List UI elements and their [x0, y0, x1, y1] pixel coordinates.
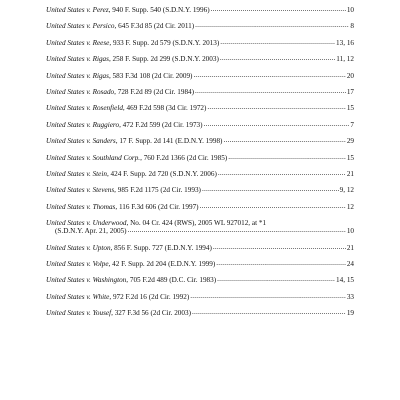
- dot-leader: [200, 202, 346, 210]
- authority-entry-rosenfield: [46, 104, 354, 112]
- authority-entry-rigas-2003: [46, 55, 354, 63]
- citation: [46, 260, 215, 268]
- reporter-citation: , 258 F. Supp. 2d 299 (S.D.N.Y. 2003): [108, 55, 219, 64]
- page-references: 9, 12: [339, 186, 354, 195]
- case-name: United States v. White: [46, 292, 110, 301]
- page-references: 13, 16: [336, 38, 354, 47]
- dot-leader: [195, 21, 349, 29]
- citation: [46, 22, 194, 30]
- dot-leader: [216, 259, 346, 267]
- authority-entry-perez: [46, 6, 354, 14]
- reporter-citation: , 583 F.3d 108 (2d Cir. 2009): [108, 71, 193, 80]
- reporter-citation: , 940 F. Supp. 540 (S.D.N.Y. 1996): [108, 6, 210, 14]
- case-name: United States v. Stevens: [46, 186, 115, 195]
- reporter-citation: , 17 F. Supp. 2d 141 (E.D.N.Y. 1998): [115, 137, 223, 146]
- authority-entry-stein: [46, 170, 354, 178]
- page-references: 12: [346, 202, 354, 211]
- dot-leader: [192, 308, 346, 316]
- dot-leader: [193, 71, 345, 79]
- reporter-citation: , 469 F.2d 598 (3d Cir. 1972): [122, 104, 207, 113]
- case-name: United States v. Reese: [46, 38, 110, 47]
- page-references: 21: [346, 169, 354, 178]
- case-name: United States v. Rigas: [46, 55, 109, 64]
- authority-entry-persico: [46, 22, 354, 30]
- case-name: United States v. Stein: [46, 169, 107, 178]
- reporter-citation: , No. 04 Cr. 424 (RWS), 2005 WL 927012, at *1: [126, 219, 267, 228]
- authority-entry-sanders: [46, 137, 354, 145]
- authorities-list: [46, 6, 354, 326]
- authority-entry-upton: [46, 244, 354, 252]
- page-references: 17: [346, 87, 354, 96]
- reporter-citation: , 728 F.2d 89 (2d Cir. 1984): [114, 87, 195, 96]
- case-name: United States v. Upton: [46, 243, 111, 252]
- authority-entry-reese: [46, 39, 354, 47]
- reporter-citation: , 972 F.2d 16 (2d Cir. 1992): [109, 292, 190, 301]
- citation: [46, 154, 227, 162]
- authority-entry-ruggiero: [46, 121, 354, 129]
- reporter-citation: , 424 F. Supp. 2d 720 (S.D.N.Y. 2006): [106, 169, 217, 178]
- citation: [46, 121, 203, 129]
- reporter-citation-continued: (S.D.N.Y. Apr. 21, 2005): [55, 227, 127, 236]
- page-references: 15: [346, 153, 354, 162]
- page-references: 20: [346, 71, 354, 80]
- page-references: 11, 12: [336, 55, 354, 64]
- citation: [46, 170, 217, 178]
- citation: [46, 203, 199, 211]
- reporter-citation: , 760 F.2d 1366 (2d Cir. 1985): [140, 153, 228, 162]
- page-references: 10: [346, 6, 354, 14]
- authority-entry-underwood: [46, 219, 354, 235]
- page-references: 15: [346, 104, 354, 113]
- authority-entry-rigas-2009: [46, 72, 354, 80]
- page-references: 8: [350, 22, 354, 31]
- dot-leader: [223, 136, 345, 144]
- citation-line-2: [46, 227, 354, 235]
- authority-entry-thomas: [46, 203, 354, 211]
- citation: [46, 137, 222, 145]
- dot-leader: [202, 185, 339, 193]
- reporter-citation: , 472 F.2d 599 (2d Cir. 1973): [119, 120, 203, 129]
- citation: [46, 244, 212, 252]
- authority-entry-white: [46, 293, 354, 301]
- dot-leader: [220, 38, 335, 46]
- case-name: United States v. Sanders: [46, 137, 116, 146]
- dot-leader: [213, 243, 346, 251]
- page-references: 24: [346, 260, 354, 269]
- page-references: 29: [346, 137, 354, 146]
- dot-leader: [195, 87, 346, 95]
- case-name: United States v. Persico: [46, 22, 115, 31]
- citation: [46, 55, 219, 63]
- page-references: 10: [346, 227, 354, 236]
- authority-entry-washington: [46, 276, 354, 284]
- dot-leader: [204, 120, 350, 128]
- case-name: United States v. Washington: [46, 276, 127, 285]
- case-name: United States v. Rosenfield: [46, 104, 123, 113]
- page-references: 33: [346, 292, 354, 301]
- authority-entry-yousef: [46, 309, 354, 317]
- page-references: 14, 15: [336, 276, 354, 285]
- reporter-citation: , 856 F. Supp. 727 (E.D.N.Y. 1994): [110, 243, 212, 252]
- dot-leader: [218, 169, 346, 177]
- case-name: United States v. Rigas: [46, 71, 109, 80]
- reporter-citation: , 327 F.3d 56 (2d Cir. 2003): [111, 309, 191, 318]
- case-name: United States v. Yousef: [46, 309, 112, 318]
- citation: [46, 309, 191, 317]
- case-name: United States v. Rosado: [46, 87, 115, 96]
- citation: [46, 104, 206, 112]
- reporter-citation: , 42 F. Supp. 2d 204 (E.D.N.Y. 1999): [108, 260, 216, 269]
- dot-leader: [228, 153, 346, 161]
- page-references: 19: [346, 309, 354, 318]
- citation: [46, 39, 219, 47]
- authority-entry-stevens: [46, 186, 354, 194]
- dot-leader: [190, 292, 346, 300]
- reporter-citation: , 705 F.2d 489 (D.C. Cir. 1983): [126, 276, 217, 285]
- authority-entry-volpe: [46, 260, 354, 268]
- dot-leader: [217, 275, 335, 283]
- citation: [46, 88, 194, 96]
- citation: [46, 186, 201, 194]
- reporter-citation: , 933 F. Supp. 2d 579 (S.D.N.Y. 2013): [109, 38, 220, 47]
- citation: [46, 6, 210, 14]
- case-name: United States v. Southland Corp.: [46, 153, 141, 162]
- reporter-citation: , 985 F.2d 1175 (2d Cir. 1993): [114, 186, 201, 195]
- page-references: 21: [346, 243, 354, 252]
- case-name: United States v. Thomas: [46, 202, 116, 211]
- case-name: United States v. Volpe: [46, 260, 109, 269]
- case-name: United States v. Perez: [46, 6, 109, 14]
- reporter-citation: , 645 F.3d 85 (2d Cir. 2011): [114, 22, 195, 31]
- case-name: United States v. Ruggiero: [46, 120, 120, 129]
- authority-entry-rosado: [46, 88, 354, 96]
- citation: [46, 293, 189, 301]
- dot-leader: [211, 5, 346, 13]
- citation: [46, 276, 216, 284]
- case-name: United States v. Underwood: [46, 219, 127, 228]
- authority-entry-southland: [46, 154, 354, 162]
- citation: [46, 72, 192, 80]
- page-references: 7: [350, 120, 354, 129]
- dot-leader: [128, 226, 346, 234]
- reporter-citation: , 116 F.3d 606 (2d Cir. 1997): [115, 202, 199, 211]
- dot-leader: [207, 103, 345, 111]
- dot-leader: [220, 54, 335, 62]
